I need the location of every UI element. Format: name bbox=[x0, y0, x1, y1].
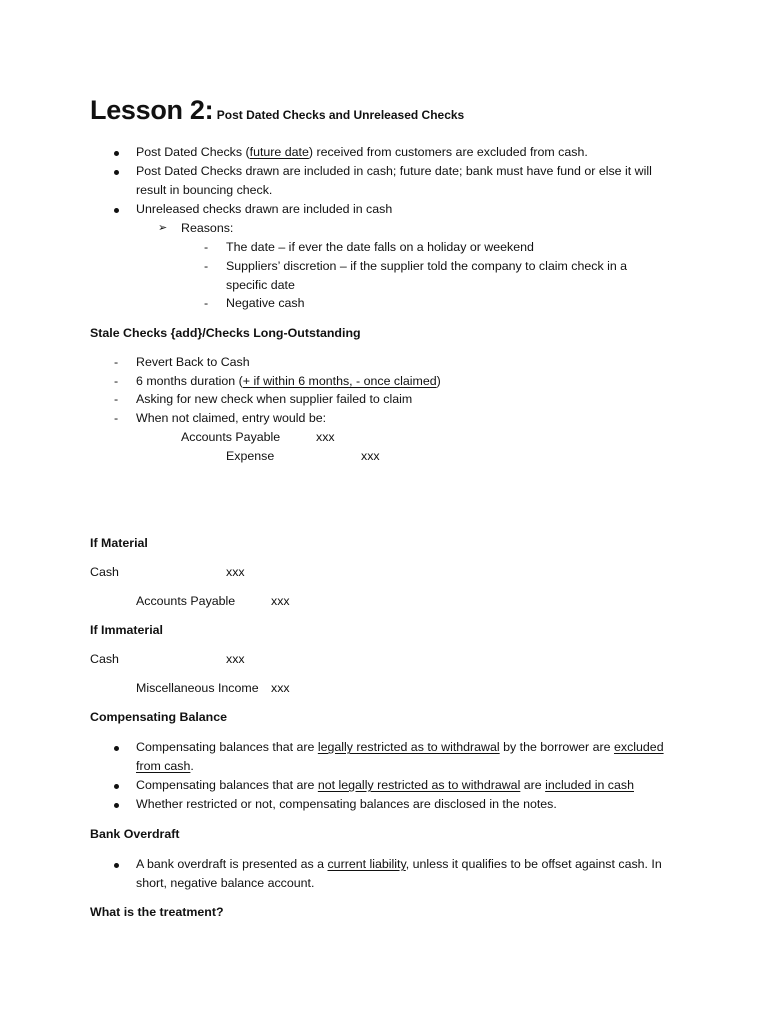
reason-item: Negative cash bbox=[226, 296, 305, 310]
bullet-icon bbox=[114, 784, 119, 789]
reasons-label: Reasons: bbox=[181, 221, 234, 235]
bullet-icon bbox=[114, 746, 119, 751]
list-item: A bank overdraft is presented as a current liability, unless it qualifies to be offset against cash. In bbox=[136, 857, 662, 871]
dash-bullet-icon: - bbox=[114, 355, 119, 369]
lesson-title: Lesson 2: bbox=[90, 95, 214, 125]
entry-debit-amount: xxx bbox=[226, 652, 245, 666]
lesson-subtitle: Post Dated Checks and Unreleased Checks bbox=[216, 108, 465, 122]
list-item: Post Dated Checks drawn are included in cash; future date; bank must have fund or else it will bbox=[136, 164, 652, 178]
reason-item: The date – if ever the date falls on a holiday or weekend bbox=[226, 240, 534, 254]
if-immaterial-heading: If Immaterial bbox=[90, 623, 163, 637]
list-item-continued: result in bouncing check. bbox=[136, 183, 273, 197]
bullet-icon bbox=[114, 803, 119, 808]
bullet-icon bbox=[114, 208, 119, 213]
bullet-icon bbox=[114, 170, 119, 175]
entry-debit-amount: xxx bbox=[316, 430, 335, 444]
list-item-continued: short, negative balance account. bbox=[136, 876, 315, 890]
treatment-heading: What is the treatment? bbox=[90, 905, 224, 919]
bank-overdraft-heading: Bank Overdraft bbox=[90, 827, 180, 841]
compensating-balance-heading: Compensating Balance bbox=[90, 710, 228, 724]
entry-debit-account: Cash bbox=[90, 565, 119, 579]
dash-bullet-icon: - bbox=[114, 374, 119, 388]
entry-debit-amount: xxx bbox=[226, 565, 245, 579]
entry-credit-amount: xxx bbox=[271, 681, 290, 695]
dash-bullet-icon: - bbox=[204, 240, 209, 254]
dash-bullet-icon: - bbox=[114, 411, 119, 425]
entry-debit-account: Cash bbox=[90, 652, 119, 666]
list-item: When not claimed, entry would be: bbox=[136, 411, 327, 425]
entry-credit-account: Accounts Payable bbox=[136, 594, 236, 608]
arrow-bullet-icon: ➢ bbox=[158, 222, 168, 234]
stale-checks-heading: Stale Checks {add}/Checks Long-Outstanding bbox=[90, 326, 361, 340]
entry-credit-amount: xxx bbox=[271, 594, 290, 608]
page-title bbox=[90, 95, 464, 126]
list-item-continued: from cash. bbox=[136, 759, 194, 773]
dash-bullet-icon: - bbox=[204, 296, 209, 310]
reason-item-continued: specific date bbox=[226, 278, 295, 292]
bullet-icon bbox=[114, 151, 119, 156]
reason-item: Suppliers’ discretion – if the supplier told the company to claim check in a bbox=[226, 259, 628, 273]
if-material-heading: If Material bbox=[90, 536, 148, 550]
list-item: 6 months duration (+ if within 6 months, - once claimed) bbox=[136, 374, 441, 388]
bullet-icon bbox=[114, 863, 119, 868]
list-item: Compensating balances that are legally restricted as to withdrawal by the borrower are excluded bbox=[136, 740, 664, 754]
list-item: Revert Back to Cash bbox=[136, 355, 250, 369]
list-item: Unreleased checks drawn are included in cash bbox=[136, 202, 393, 216]
list-item: Whether restricted or not, compensating balances are disclosed in the notes. bbox=[136, 797, 557, 811]
list-item: Compensating balances that are not legally restricted as to withdrawal are included in cash bbox=[136, 778, 634, 792]
entry-debit-account: Accounts Payable bbox=[181, 430, 281, 444]
list-item: Asking for new check when supplier failed to claim bbox=[136, 392, 413, 406]
list-item: Post Dated Checks (future date) received from customers are excluded from cash. bbox=[136, 145, 588, 159]
dash-bullet-icon: - bbox=[204, 259, 209, 273]
entry-credit-account: Miscellaneous Income bbox=[136, 681, 259, 695]
dash-bullet-icon: - bbox=[114, 392, 119, 406]
entry-credit-account: Expense bbox=[226, 449, 275, 463]
entry-credit-amount: xxx bbox=[361, 449, 380, 463]
